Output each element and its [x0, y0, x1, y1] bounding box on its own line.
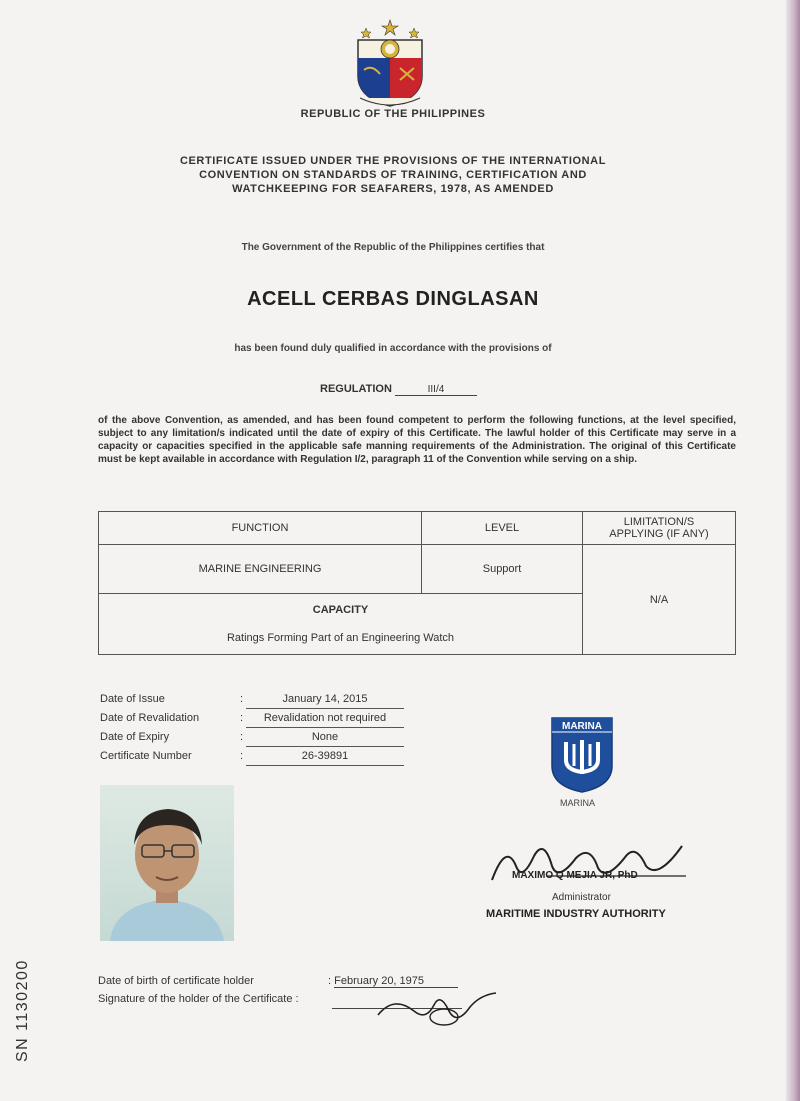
marina-logo-text: MARINA [562, 721, 602, 732]
holder-photo [100, 785, 234, 941]
holder-signature-label: Signature of the holder of the Certificate : [98, 993, 299, 1005]
certifies-statement: The Government of the Republic of the Philippines certifies that [241, 242, 545, 253]
official-role: Administrator [552, 892, 611, 903]
dob-field: : February 20, 1975 [328, 975, 458, 988]
certificate-number-label: Certificate Number [100, 750, 192, 762]
limitations-header-line: APPLYING (IF ANY) [609, 528, 709, 540]
philippine-seal-icon [350, 18, 430, 108]
official-name: MAXIMO Q MEJIA JR, PhD [512, 870, 638, 881]
holder-name: ACELL CERBAS DINGLASAN [247, 288, 539, 310]
date-of-revalidation-value: Revalidation not required [246, 709, 404, 728]
certificate-number-value: 26-39891 [246, 747, 404, 766]
date-of-expiry-value: None [246, 728, 404, 747]
dob-label: Date of birth of certificate holder [98, 975, 254, 987]
certificate-title [0, 154, 786, 196]
detail-values [246, 690, 404, 766]
function-value: MARINE ENGINEERING [99, 545, 422, 594]
country-heading: REPUBLIC OF THE PHILIPPINES [300, 108, 486, 120]
regulation-value: III/4 [395, 384, 477, 396]
agency-name: MARITIME INDUSTRY AUTHORITY [486, 908, 666, 920]
title-line: CONVENTION ON STANDARDS OF TRAINING, CERTIFICATION AND [199, 169, 587, 181]
capacity-header: CAPACITY [312, 604, 369, 616]
serial-number: SN 1130200 [14, 959, 31, 1062]
limitations-header [583, 512, 736, 545]
detail-colons: : : : : [240, 693, 244, 762]
level-header: LEVEL [422, 512, 583, 545]
title-line: CERTIFICATE ISSUED UNDER THE PROVISIONS OF THE INTERNATIONAL [179, 155, 607, 167]
limitations-header-line: LIMITATION/S [623, 516, 695, 528]
capacity-value: Ratings Forming Part of an Engineering Watch [226, 632, 455, 644]
date-of-expiry-label: Date of Expiry [100, 731, 170, 743]
date-of-issue-label: Date of Issue [100, 693, 165, 705]
marina-logo-icon [550, 716, 614, 794]
capacity-cell [99, 594, 583, 655]
page-edge [786, 0, 800, 1101]
function-header: FUNCTION [99, 512, 422, 545]
limitations-value: N/A [583, 545, 736, 655]
regulation-line [320, 383, 477, 396]
qualified-statement: has been found duly qualified in accordance with the provisions of [234, 343, 552, 354]
level-value: Support [422, 545, 583, 594]
holder-portrait-icon [100, 785, 234, 941]
detail-labels [100, 690, 199, 766]
date-of-issue-value: January 14, 2015 [246, 690, 404, 709]
function-table [98, 511, 736, 655]
regulation-label: REGULATION [320, 383, 392, 395]
date-of-revalidation-label: Date of Revalidation [100, 712, 200, 724]
dob-value: February 20, 1975 [334, 975, 458, 988]
marina-logo-caption: MARINA [560, 798, 596, 808]
competence-paragraph: of the above Convention, as amended, and has been found competent to perform the following functions, at the level specified, subject to any limitation/s indicated until the date of expiry of this Certificate. The lawful holder of this Certificate may serve in a capacity or capacities specified in the applicable safe manning requirements of the Administration. The original of this Certificate must be kept available in accordance with Regulation I/2, paragraph 11 of the Convention while serving on a ship. [98, 415, 736, 465]
title-line: WATCHKEEPING FOR SEAFARERS, 1978, AS AMENDED [232, 183, 554, 195]
holder-signature-icon [374, 985, 504, 1029]
